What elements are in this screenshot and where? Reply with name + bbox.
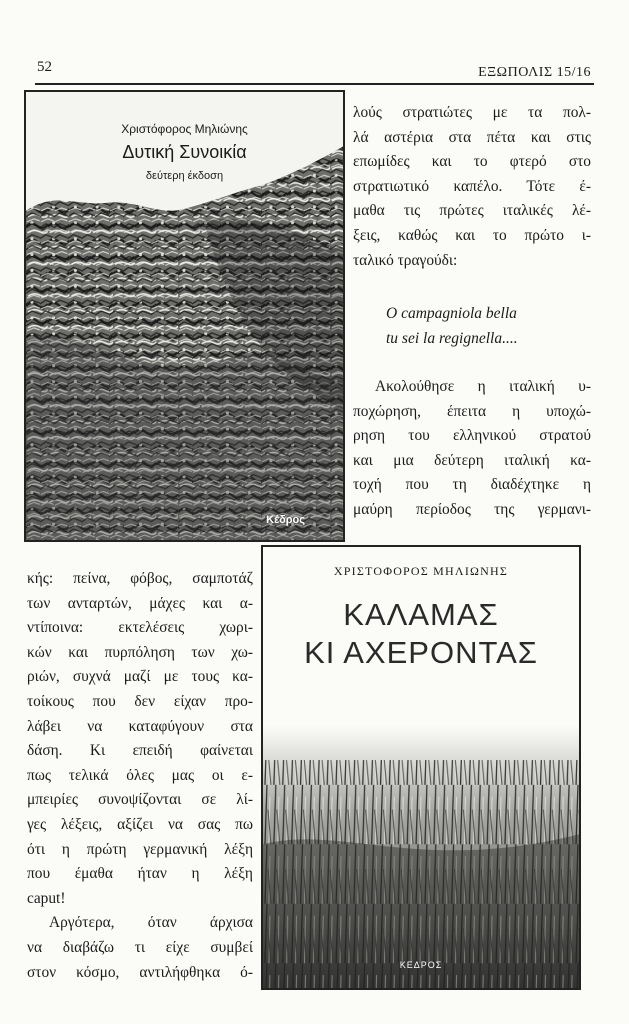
running-title: ΕΞΩΠΟΛΙΣ 15/16 [478,65,591,80]
cover-author: Χριστόφορος Μηλιώνης [121,122,248,136]
text-line: κών και πυρπόληση των χω- [27,643,253,661]
text-line: ταλικό τραγούδι: [353,251,458,269]
text-line: λά αστέρια στα πέτα και στις [353,128,591,146]
text-line: και μια δεύτερη ιταλική κα- [353,451,591,469]
text-line: τοίκους που δεν είχαν προ- [27,692,253,710]
text-line: στρατιωτικό καπέλο. Τότε έ- [353,177,591,195]
text-line: Ακολούθησε η ιταλική υ- [375,378,591,395]
text-line: Αργότερα, όταν άρχισα [49,914,253,932]
song-quote [386,301,518,351]
cover-title: Δυτική Συνοικία [122,142,247,162]
text-line: ότι η πρώτη γερμανική λέξη [27,840,253,858]
quote-line: tu sei la regignella.... [386,330,518,347]
right-column-text-top [353,101,591,273]
text-line: δάση. Κι επειδή φαίνεται [27,742,253,760]
text-line: λούς στρατιώτες με τα πολ- [353,104,591,121]
book-cover-dytiki-synoikia [24,90,345,542]
book-cover-kalamas-ki-acherontas [261,545,581,990]
quote-line: O campagniola bella [386,305,517,322]
text-line: λάβει να καταφύγουν στα [27,717,253,735]
cover-author: ΧΡΙΣΤΟΦΟΡΟΣ ΜΗΛΙΩΝΗΣ [333,564,509,578]
text-line: ρηση του ελληνικού στρατού [353,427,591,445]
text-line: ριών, συχνά μαζί με τους κα- [27,668,253,686]
text-line: επωμίδες και το φτερό στο [353,153,591,171]
text-line: να διαβάζω τι είχε συμβεί [27,938,253,956]
text-line: τοχή που τη διαδέχτηκε η [353,476,591,494]
text-line: μαύρη περίοδος της γερμανι- [353,500,591,518]
left-column-text [27,567,253,985]
cover-title-line-2: ΚΙ ΑΧΕΡΟΝΤΑΣ [304,635,538,670]
text-line: ξεις, καθώς και το πρώτο ι- [353,226,591,244]
right-column-text-mid [353,375,591,523]
text-line: ποχώρηση, έπειτα η υποχώ- [353,402,591,420]
text-line: ντίποινα: εκτελέσεις χωρι- [27,619,253,637]
header-rule [35,83,594,85]
text-line: μπειρίες συνοψίζονται σε λί- [27,791,253,809]
text-line: στον κόσμο, αντιλήφθηκα ό- [27,963,253,981]
text-line: κής: πείνα, φόβος, σαμποτάζ [27,570,253,587]
text-line: που έμαθα ήταν η λέξη [27,865,253,883]
text-line: των ανταρτών, μάχες και α- [27,594,253,612]
text-line: πως τελικά όλες μας οι ε- [27,766,253,784]
cover-publisher: ΚΕΔΡΟΣ [399,960,443,970]
cover-publisher: Κέδρος [266,514,305,526]
text-line: caput! [27,889,66,907]
cover-title-line-1: ΚΑΛΑΜΑΣ [343,597,499,632]
text-line: γες λέξεις, αξίζει να σας πω [27,815,253,833]
text-line: μαθα τις πρώτες ιταλικές λέ- [353,202,591,220]
page-number: 52 [37,59,52,75]
cover-edition: δεύτερη έκδοση [145,170,224,182]
